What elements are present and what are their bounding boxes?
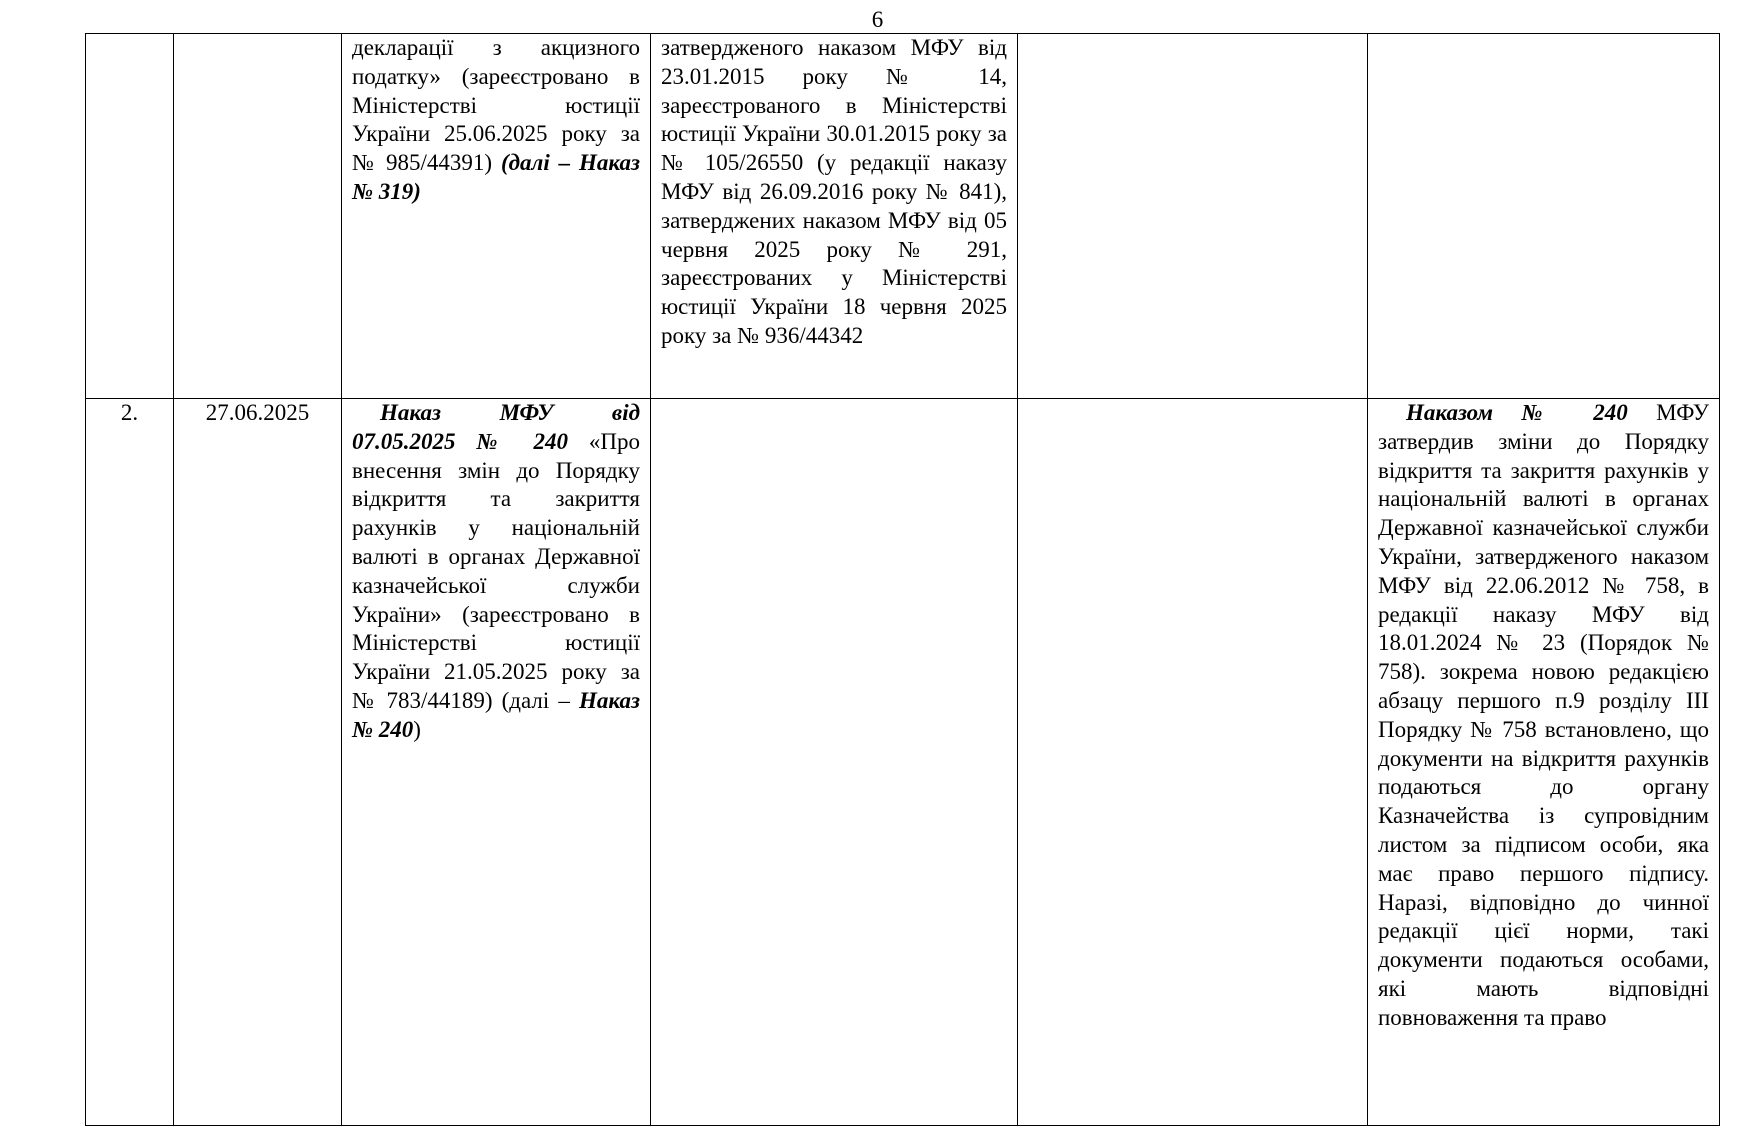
description-text: МФУ затвердив зміни до Порядку відкриття та закриття рахунків у національній валюті в органах Державної казначейської служби України, затвердженого наказом МФУ від 22.06.2012 № 758, в редакції наказу МФУ від 18.01.2024 № 23 (Порядок № 758). зокрема новою редакцією абзацу першого п.9 розділу ІІІ Порядку № 758 встановлено, що документи на відкриття рахунків подаються до органу Казначейства із супровідним листом за підписом особи, яка має право першого підпису. Наразі, відповідно до чинної редакції цієї норми, такі документи подаються особами, які мають відповідні повноваження та право bbox=[1378, 400, 1709, 1030]
act-cell bbox=[342, 34, 651, 399]
empty-cell bbox=[1018, 399, 1368, 1126]
description-cell bbox=[1368, 399, 1720, 1126]
act-short-name: Наказ № 240 bbox=[352, 687, 640, 742]
table-row bbox=[86, 34, 1720, 399]
description-title: Наказом № 240 bbox=[1406, 400, 1628, 425]
row-number-cell: 2. bbox=[86, 399, 174, 1126]
act-short-name: (далі – Наказ № 319) bbox=[352, 150, 640, 204]
act-cell bbox=[342, 399, 651, 1126]
row-number-cell bbox=[86, 34, 174, 399]
row-date-cell bbox=[174, 34, 342, 399]
act-text: «Про внесення змін до Порядку відкриття та закриття рахунків у національній валюті в органах Державної казначейської служби України» (зареєстровано в Міністерстві юстиції України 21.05.2025 року за № 783/44189) (далі – bbox=[352, 428, 640, 713]
page-number: 6 bbox=[871, 7, 884, 32]
empty-cell bbox=[1368, 34, 1720, 399]
empty-cell bbox=[651, 399, 1018, 1126]
table-row bbox=[86, 399, 1720, 1126]
act-close: ) bbox=[413, 716, 421, 742]
act-text: декларації з акцизного податку» (зареєстровано в Міністерстві юстиції України 25.06.2025 року за № 985/44391) bbox=[352, 35, 640, 176]
empty-cell bbox=[1018, 34, 1368, 399]
act-title: Наказ МФУ від 07.05.2025 № 240 bbox=[352, 400, 640, 454]
document-table bbox=[85, 33, 1720, 1126]
row-date-cell: 27.06.2025 bbox=[174, 399, 342, 1126]
reference-cell: затвердженого наказом МФУ від 23.01.2015 року № 14, зареєстрованого в Міністерстві юстиції України 30.01.2015 року за № 105/26550 (у редакції наказу МФУ від 26.09.2016 року № 841), затверджених наказом МФУ від 05 червня 2025 року № 291, зареєстрованих у Міністерстві юстиції України 18 червня 2025 року за № 936/44342 bbox=[651, 34, 1018, 399]
